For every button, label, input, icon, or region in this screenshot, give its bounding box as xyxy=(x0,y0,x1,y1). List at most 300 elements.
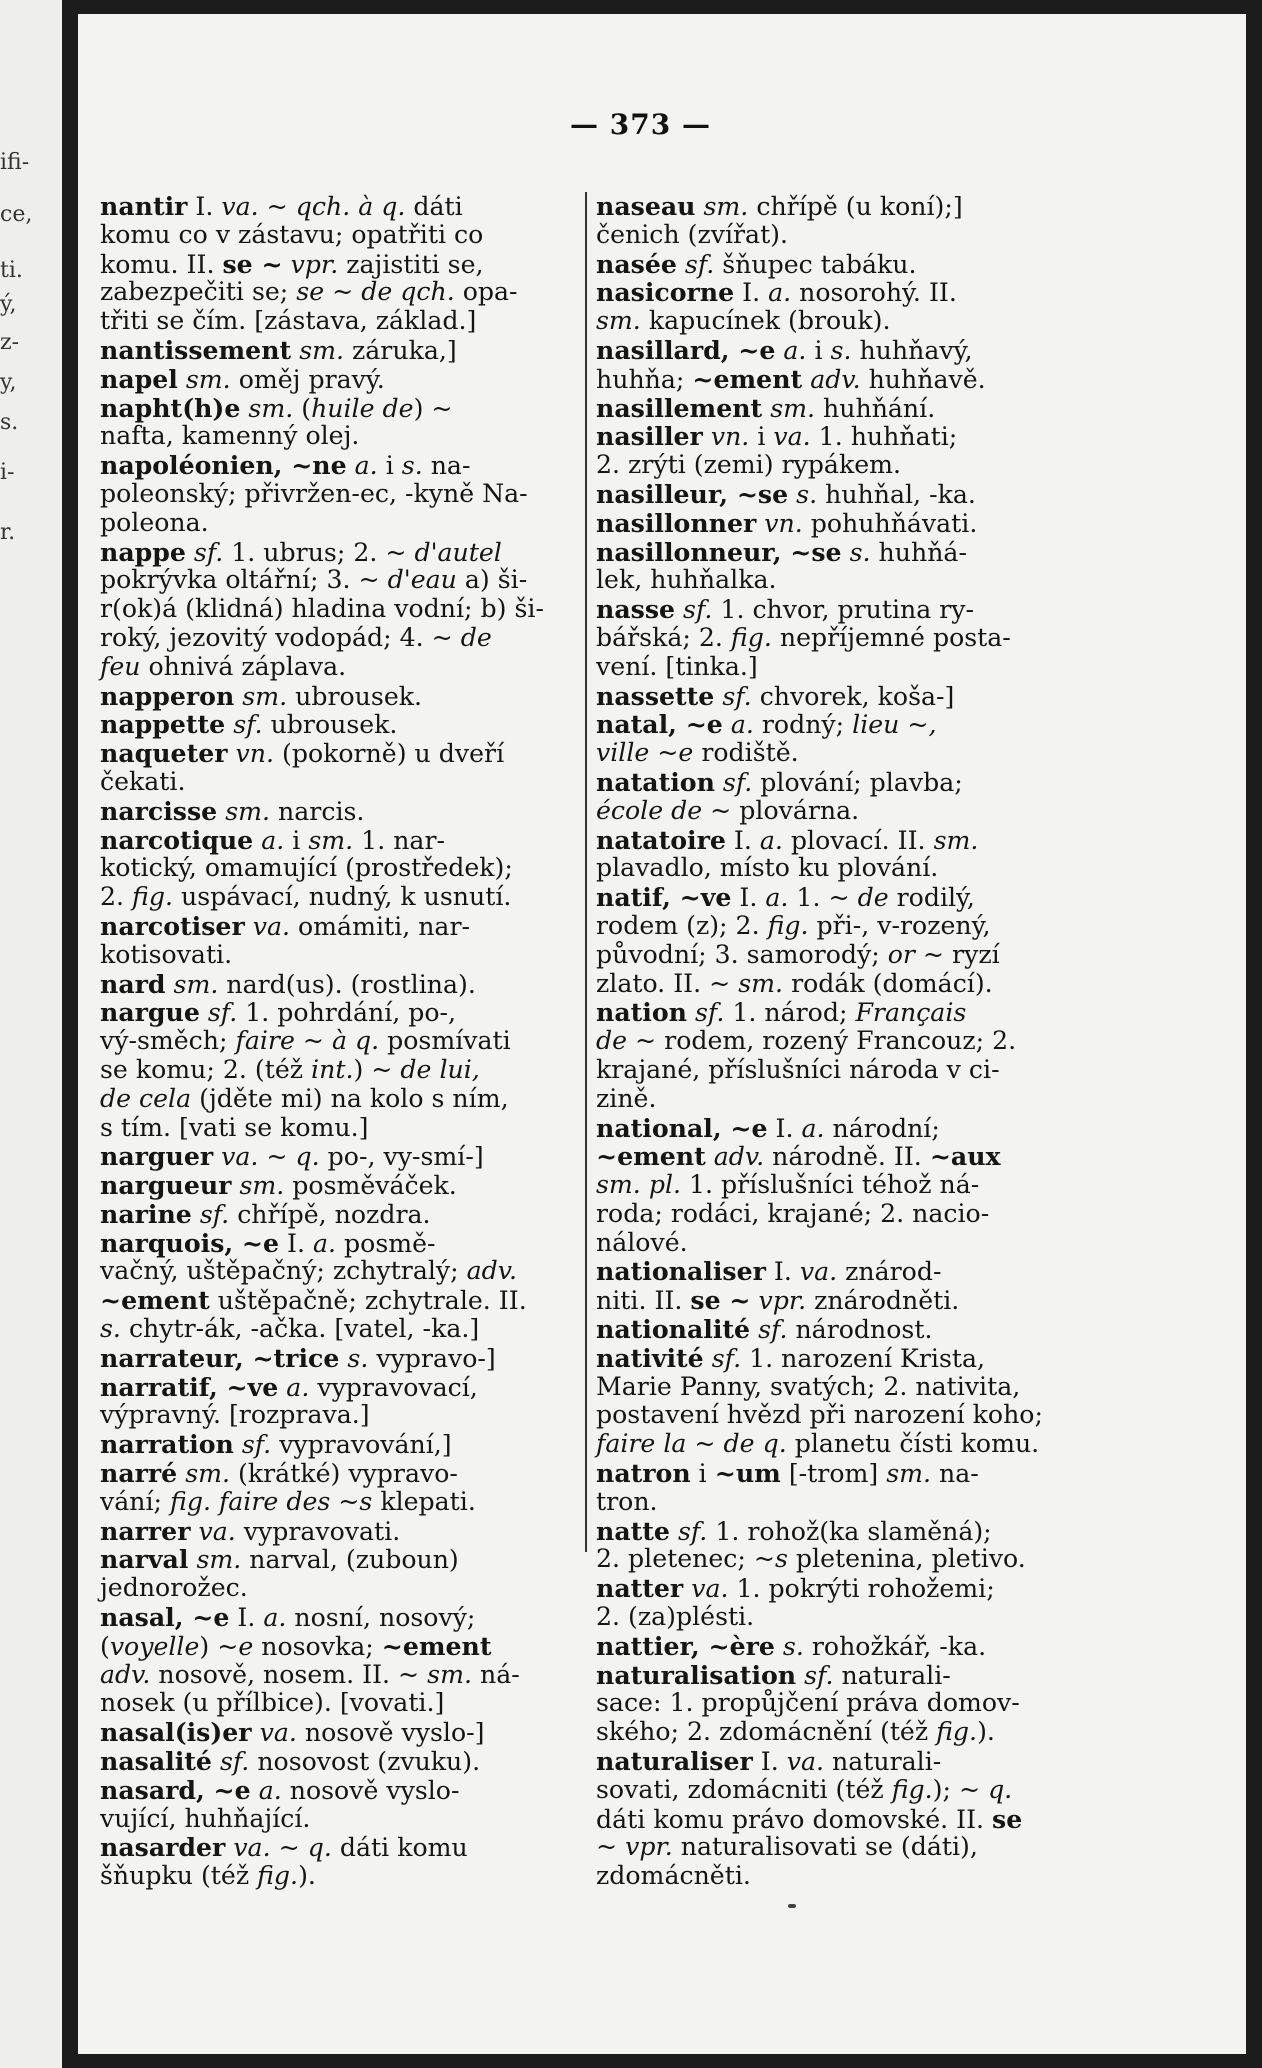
dictionary-line xyxy=(100,1661,576,1690)
dictionary-line xyxy=(100,509,576,538)
headword: ~ement xyxy=(596,1141,706,1172)
definition-text: pletenina, pletivo. xyxy=(787,1544,1026,1574)
dictionary-line xyxy=(596,595,1096,624)
headword: natatoire xyxy=(596,824,726,855)
definition-text: šňupku (též xyxy=(100,1861,258,1891)
definition-text: vání; xyxy=(100,1486,171,1516)
definition-text: I. xyxy=(765,1257,800,1287)
dictionary-line xyxy=(596,1488,1096,1517)
definition-text: omámiti, nar- xyxy=(290,911,470,941)
headword: napperon xyxy=(100,680,235,711)
previous-page-edge xyxy=(0,0,62,2068)
dictionary-line xyxy=(100,854,576,883)
definition-text: ~ xyxy=(258,192,296,221)
definition-text: čekati. xyxy=(100,766,186,796)
abbreviation: a. xyxy=(286,1372,310,1402)
dictionary-line xyxy=(100,538,576,567)
headword: ~ement xyxy=(381,1630,492,1661)
definition-text xyxy=(796,1661,804,1690)
abbreviation: de cela xyxy=(100,1083,192,1113)
definition-text: lek, huhňalka. xyxy=(596,565,777,595)
dictionary-line xyxy=(596,912,1096,941)
dictionary-line xyxy=(596,221,1096,250)
definition-text: sovati, zdomácniti (též xyxy=(596,1774,892,1804)
definition-text: ); ~ xyxy=(932,1774,989,1804)
abbreviation: sm. xyxy=(242,681,288,711)
abbreviation: s. xyxy=(796,479,818,509)
definition-text: znárod- xyxy=(837,1257,942,1287)
definition-text: nosek (u přílbice). [vovati.] xyxy=(100,1688,445,1718)
dictionary-line xyxy=(596,1056,1096,1085)
definition-text: (pokorně) u dveří xyxy=(274,739,505,769)
definition-text: 1. chvor, prutina ry- xyxy=(712,595,975,625)
abbreviation: Français xyxy=(855,998,967,1028)
dictionary-line xyxy=(596,1718,1096,1747)
definition-text: rohožkář, -ka. xyxy=(803,1631,987,1661)
definition-text: 2. (za)plésti. xyxy=(596,1602,755,1632)
headword: nasarder xyxy=(100,1832,226,1863)
definition-text xyxy=(723,710,731,739)
abbreviation: feu xyxy=(100,651,141,681)
dictionary-line xyxy=(596,1747,1096,1776)
abbreviation: sm. xyxy=(196,1545,242,1575)
abbreviation: ~e xyxy=(217,1631,254,1661)
abbreviation: huile de xyxy=(311,393,414,423)
dictionary-line xyxy=(596,278,1096,307)
definition-text xyxy=(706,1142,714,1171)
prev-page-fragment: y, xyxy=(0,370,17,395)
print-speck xyxy=(788,1904,796,1908)
dictionary-line xyxy=(596,710,1096,739)
definition-text: a) ši- xyxy=(456,565,528,595)
abbreviation: va. xyxy=(259,1718,297,1748)
abbreviation: or ~ xyxy=(887,939,945,969)
abbreviation: sf. xyxy=(199,1199,230,1229)
definition-text: ). xyxy=(977,1717,995,1747)
dictionary-line xyxy=(596,739,1096,768)
prev-page-fragment: ý, xyxy=(0,292,17,317)
dictionary-line xyxy=(100,941,576,970)
abbreviation: a. xyxy=(354,451,378,481)
definition-text: i xyxy=(806,335,831,365)
definition-text xyxy=(213,1142,221,1171)
dictionary-line xyxy=(596,1142,1096,1171)
dictionary-line xyxy=(596,1085,1096,1114)
abbreviation: va. xyxy=(221,192,259,221)
dictionary-line xyxy=(100,998,576,1027)
abbreviation: sf. xyxy=(193,537,224,567)
definition-text: posmě- xyxy=(336,1228,436,1258)
definition-text xyxy=(750,1315,758,1344)
definition-text: nosní, nosový; xyxy=(286,1603,476,1633)
definition-text: roký, jezovitý vodopád; 4. ~ xyxy=(100,622,461,652)
dictionary-line xyxy=(596,1459,1096,1488)
abbreviation: sf. xyxy=(207,998,238,1028)
dictionary-line xyxy=(596,538,1096,567)
definition-text: Marie Panny, svatých; 2. nativita, xyxy=(596,1371,1021,1401)
headword: nasillard, ~e xyxy=(596,334,776,365)
dictionary-line xyxy=(100,710,576,739)
dictionary-line xyxy=(100,1114,576,1143)
definition-text: i xyxy=(377,451,402,481)
dictionary-line xyxy=(596,307,1096,336)
definition-text xyxy=(225,710,233,739)
definition-text: 2. zrýti (zemi) rypákem. xyxy=(596,450,902,480)
dictionary-line xyxy=(100,682,576,711)
definition-text: niti. II. xyxy=(596,1286,691,1316)
definition-text xyxy=(762,394,770,423)
dictionary-line xyxy=(100,307,576,336)
abbreviation: va. xyxy=(773,422,811,452)
headword: narguer xyxy=(100,1141,214,1172)
definition-text: uštěpačně; zchytrale. II. xyxy=(209,1286,527,1316)
dictionary-line xyxy=(100,1805,576,1834)
definition-text: klepati. xyxy=(372,1486,476,1516)
dictionary-line xyxy=(100,451,576,480)
abbreviation: a. xyxy=(261,825,285,855)
abbreviation: q. xyxy=(307,1833,332,1863)
definition-text: vypravování,] xyxy=(271,1430,452,1460)
dictionary-line xyxy=(596,1689,1096,1718)
definition-text: opa- xyxy=(454,277,518,307)
dictionary-line xyxy=(596,192,1096,221)
dictionary-line xyxy=(596,1661,1096,1690)
definition-text xyxy=(842,538,850,567)
definition-text: ) xyxy=(199,1631,218,1661)
definition-text: sace: 1. propůjčení práva domov- xyxy=(596,1688,1020,1718)
dictionary-line xyxy=(100,1286,576,1315)
definition-text: huhňal, -ka. xyxy=(817,479,976,509)
headword: nargue xyxy=(100,997,200,1028)
dictionary-line xyxy=(596,797,1096,826)
abbreviation: sm. xyxy=(225,796,271,826)
abbreviation: sf. xyxy=(711,1343,742,1373)
definition-text: vypravo-] xyxy=(368,1343,496,1373)
headword: nasée xyxy=(596,248,677,279)
dictionary-line xyxy=(596,1862,1096,1891)
prev-page-fragment: i- xyxy=(0,460,15,485)
abbreviation: sf. xyxy=(722,681,752,711)
definition-text: na- xyxy=(422,451,471,481)
abbreviation: va. xyxy=(691,1574,729,1604)
headword: ~ement xyxy=(692,363,803,394)
dictionary-line xyxy=(596,1805,1096,1834)
definition-text: 1. národ; xyxy=(724,998,856,1028)
definition-text: narval, (zuboun) xyxy=(241,1545,459,1575)
headword: nasillonneur, ~se xyxy=(596,536,842,567)
definition-text: kotický, omamující (prostředek); xyxy=(100,853,513,883)
dictionary-line xyxy=(100,1401,576,1430)
dictionary-line xyxy=(100,1344,576,1373)
left-column xyxy=(100,192,576,1891)
abbreviation: fig. xyxy=(891,1774,933,1804)
definition-text: zajistiti se, xyxy=(338,249,484,279)
abbreviation: fig. xyxy=(730,622,772,652)
definition-text: dáti xyxy=(405,192,463,221)
headword: nationaliser xyxy=(596,1256,766,1287)
headword: naseau xyxy=(596,191,696,221)
definition-text: ~ xyxy=(596,1832,626,1862)
dictionary-line xyxy=(100,394,576,423)
headword: se xyxy=(992,1803,1023,1834)
definition-text: původní; 3. samorodý; xyxy=(596,939,888,969)
definition-text: huhňá- xyxy=(870,537,967,567)
headword: nativité xyxy=(596,1342,704,1373)
definition-text: I. xyxy=(731,883,766,913)
dictionary-line xyxy=(100,595,576,624)
dictionary-line xyxy=(596,566,1096,595)
definition-text: chytr-ák, -ačka. [vatel, -ka.] xyxy=(120,1314,480,1344)
headword: naqueter xyxy=(100,738,228,769)
abbreviation: sm. xyxy=(596,306,641,336)
definition-text: vení. [tinka.] xyxy=(596,651,758,681)
page-number: — 373 — xyxy=(570,108,711,141)
dictionary-line xyxy=(100,1430,576,1459)
dictionary-line xyxy=(100,883,576,912)
definition-text: na- xyxy=(931,1459,979,1489)
dictionary-line xyxy=(596,1373,1096,1402)
dictionary-line xyxy=(100,480,576,509)
abbreviation: s. xyxy=(100,1314,121,1344)
abbreviation: vn. xyxy=(710,422,750,452)
prev-page-fragment: z- xyxy=(0,330,20,355)
headword: ~aux xyxy=(929,1141,1001,1172)
abbreviation: sm. xyxy=(886,1459,932,1489)
dictionary-line xyxy=(100,221,576,250)
definition-text: nepříjemné posta- xyxy=(771,622,1011,652)
definition-text: ubrousek. xyxy=(262,710,398,740)
dictionary-line xyxy=(596,1517,1096,1546)
dictionary-line xyxy=(100,1718,576,1747)
abbreviation: a. xyxy=(313,1228,337,1258)
definition-text: poleonský; přivržen-ec, -kyně Na- xyxy=(100,478,528,508)
prev-page-fragment: r. xyxy=(0,520,16,545)
headword: nasse xyxy=(596,594,676,625)
definition-text: nosovka; xyxy=(253,1631,382,1661)
dictionary-line xyxy=(596,422,1096,451)
dictionary-line xyxy=(100,826,576,855)
definition-text: plovárna. xyxy=(731,795,860,825)
dictionary-line xyxy=(596,1229,1096,1258)
headword: nasilleur, ~se xyxy=(596,478,789,509)
definition-text: nosově vyslo- xyxy=(281,1775,460,1805)
abbreviation: s. xyxy=(782,1631,804,1661)
dictionary-line xyxy=(100,1027,576,1056)
abbreviation: va. xyxy=(786,1747,825,1777)
definition-text: bářská; 2. xyxy=(596,622,731,652)
dictionary-line xyxy=(100,1517,576,1546)
definition-text: ~ rodem, rozený Francouz; 2. xyxy=(627,1026,1017,1056)
dictionary-line xyxy=(596,854,1096,883)
definition-text: i xyxy=(284,825,309,855)
definition-text: ohnivá záplava. xyxy=(140,651,347,681)
abbreviation: vn. xyxy=(764,508,803,538)
definition-text: národní; xyxy=(824,1113,940,1143)
dictionary-line xyxy=(100,1862,576,1891)
abbreviation: int. xyxy=(311,1054,354,1084)
abbreviation: voyelle xyxy=(109,1631,200,1661)
dictionary-line xyxy=(100,1689,576,1718)
abbreviation: sm. xyxy=(933,825,979,855)
headword: natif, ~ve xyxy=(596,882,732,913)
abbreviation: sf. xyxy=(694,998,725,1028)
definition-text: zabezpečiti se; xyxy=(100,277,297,307)
definition-text xyxy=(715,768,723,797)
definition-text xyxy=(228,739,236,768)
dictionary-line xyxy=(596,1114,1096,1143)
definition-text: vypravovací, xyxy=(309,1372,478,1402)
definition-text: (krátké) vypravo- xyxy=(230,1459,458,1489)
definition-text: 1. ubrus; 2. ~ xyxy=(223,537,415,567)
dictionary-line xyxy=(100,624,576,653)
definition-text: ryzí xyxy=(944,939,1000,969)
dictionary-line xyxy=(596,1286,1096,1315)
dictionary-line xyxy=(596,1603,1096,1632)
definition-text xyxy=(283,250,291,279)
abbreviation: sm. xyxy=(239,1171,285,1201)
abbreviation: a. xyxy=(759,825,783,855)
dictionary-line xyxy=(100,336,576,365)
abbreviation: sm. xyxy=(703,192,749,221)
definition-text: 1. narození Krista, xyxy=(741,1343,986,1373)
definition-text xyxy=(802,365,810,394)
definition-text: chvorek, koša-] xyxy=(751,681,955,711)
definition-text: oměj pravý. xyxy=(230,364,385,394)
abbreviation: de lui, xyxy=(400,1054,480,1084)
abbreviation: s. xyxy=(347,1343,369,1373)
headword: narval xyxy=(100,1544,189,1575)
definition-text xyxy=(675,595,683,624)
headword: nasiller xyxy=(596,421,703,452)
definition-text: ského; 2. zdomácnění (též xyxy=(596,1717,937,1747)
definition-text: národnost. xyxy=(787,1315,933,1345)
abbreviation: sf. xyxy=(677,1516,708,1546)
dictionary-line xyxy=(596,1545,1096,1574)
definition-text: (jděte mi) na kolo s ním, xyxy=(191,1083,509,1113)
definition-text: plovací. II. xyxy=(782,825,934,855)
headword: nantissement xyxy=(100,334,292,365)
dictionary-line xyxy=(100,1171,576,1200)
abbreviation: faire ~ à q. xyxy=(235,1026,380,1056)
headword: nard xyxy=(100,968,166,999)
definition-text: I. xyxy=(279,1228,314,1258)
prev-page-fragment: ifi- xyxy=(0,150,30,175)
definition-text: posměváček. xyxy=(284,1171,457,1201)
headword: se ~ xyxy=(690,1285,751,1316)
dictionary-line xyxy=(100,1632,576,1661)
definition-text: naturali- xyxy=(833,1660,951,1690)
definition-text: nosově, nosem. II. ~ xyxy=(150,1659,428,1689)
definition-text: znárodněti. xyxy=(806,1286,960,1316)
abbreviation: sm. xyxy=(185,364,231,394)
abbreviation: sf. xyxy=(804,1660,834,1690)
abbreviation: vn. xyxy=(235,739,274,769)
definition-text: třiti se čím. [zástava, základ.] xyxy=(100,306,477,336)
definition-text: I. xyxy=(752,1747,787,1777)
definition-text: 1. huhňati; xyxy=(810,422,958,452)
definition-text: tron. xyxy=(596,1486,658,1516)
dictionary-line xyxy=(596,883,1096,912)
dictionary-line xyxy=(596,1171,1096,1200)
headword: nappe xyxy=(100,536,186,567)
definition-text: plování; plavba; xyxy=(752,767,963,797)
dictionary-line xyxy=(596,1632,1096,1661)
abbreviation: a. xyxy=(783,335,807,365)
definition-text: 1. ~ xyxy=(788,883,858,913)
definition-text: i xyxy=(749,422,774,452)
abbreviation: sf. xyxy=(219,1747,250,1777)
dictionary-line xyxy=(100,1574,576,1603)
definition-text xyxy=(251,1776,259,1805)
headword: narquois, ~e xyxy=(100,1227,280,1258)
column-divider xyxy=(585,192,587,1552)
definition-text: výpravný. [rozprava.] xyxy=(100,1400,370,1430)
definition-text: rodilý, xyxy=(888,883,975,913)
dictionary-line xyxy=(100,1257,576,1286)
abbreviation: sm. xyxy=(185,1459,231,1489)
definition-text: zlato. II. ~ xyxy=(596,968,739,998)
headword: narratif, ~ve xyxy=(100,1371,279,1402)
abbreviation: a. xyxy=(258,1775,282,1805)
dictionary-line xyxy=(596,1257,1096,1286)
definition-text: pohuhňávati. xyxy=(802,508,978,538)
definition-text: nosorohý. II. xyxy=(791,278,957,308)
dictionary-line xyxy=(100,1833,576,1862)
definition-text: vačný, uštěpačný; zchytralý; xyxy=(100,1256,467,1286)
definition-text: naturalisovati se (dáti), xyxy=(672,1832,978,1862)
definition-text: chřípě, nozdra. xyxy=(229,1199,431,1229)
definition-text xyxy=(245,912,253,941)
definition-text: ná- xyxy=(472,1659,520,1689)
dictionary-line xyxy=(100,653,576,682)
dictionary-line xyxy=(100,1142,576,1171)
abbreviation: de xyxy=(460,622,492,652)
definition-text xyxy=(166,970,174,999)
abbreviation: fig. faire des ~s xyxy=(170,1486,373,1516)
definition-text: se komu; 2. (též xyxy=(100,1054,312,1084)
headword: nassette xyxy=(596,680,715,711)
definition-text: nosově vyslo-] xyxy=(296,1718,485,1748)
dictionary-line xyxy=(596,1315,1096,1344)
headword: narré xyxy=(100,1458,178,1489)
abbreviation: vpr. xyxy=(758,1286,807,1316)
dictionary-page xyxy=(78,14,1246,2054)
definition-text: kapucínek (brouk). xyxy=(640,306,891,336)
definition-text: I. xyxy=(187,192,222,221)
abbreviation: se ~ de qch. xyxy=(296,277,455,307)
abbreviation: a. xyxy=(765,883,789,913)
definition-text xyxy=(186,538,194,567)
dictionary-line xyxy=(100,1488,576,1517)
dictionary-line xyxy=(596,1430,1096,1459)
dictionary-line xyxy=(596,1574,1096,1603)
definition-text: zině. xyxy=(596,1083,657,1113)
headword: nasalité xyxy=(100,1746,212,1777)
headword: narrateur, ~trice xyxy=(100,1342,340,1373)
headword: natation xyxy=(596,766,715,797)
prev-page-fragment: ce, xyxy=(0,202,33,227)
abbreviation: sf. xyxy=(758,1315,788,1345)
definition-text: komu. II. xyxy=(100,249,223,279)
abbreviation: adv. xyxy=(810,364,861,394)
definition-text xyxy=(788,480,796,509)
headword: nasillonner xyxy=(596,507,757,538)
abbreviation: s. xyxy=(830,335,852,365)
headword: naturalisation xyxy=(596,1659,797,1690)
abbreviation: d'autel xyxy=(414,537,502,567)
definition-text: poleona. xyxy=(100,507,209,537)
headword: natron xyxy=(596,1458,691,1489)
